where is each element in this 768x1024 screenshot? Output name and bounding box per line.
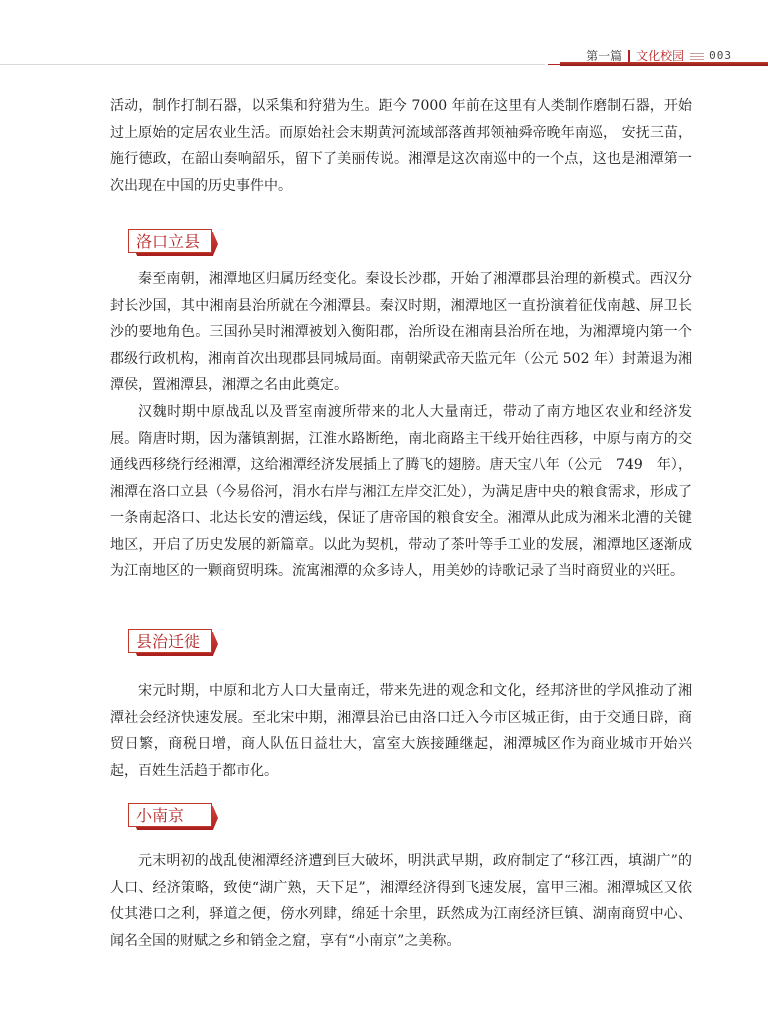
paragraph-yuan-ming: 元末明初的战乱使湘潭经济遭到巨大破坏，明洪武早期，政府制定了“移江西，填湖广”的人口、经济策略，致使“湖广熟，天下足”，湘潭经济得到飞速发展，富甲三湘。湘潭城区又依仗其港口之利，驿道之便，傍水列肆，绵延十余里，跃然成为江南经济巨镇、湖南商贸中心、闻名全国的财赋之乡和销金之窟，享有“小南京”之美称。: [110, 853, 692, 949]
section-heading-little-nanjing: [128, 803, 218, 831]
header-separator: [628, 50, 630, 62]
page-number: 003: [709, 49, 732, 62]
paragraph-han-wei-tang: 汉魏时期中原战乱以及晋室南渡所带来的北人大量南迁，带动了南方地区农业和经济发展。隋唐时期，因为藩镇割据，江淮水路断绝，南北商路主干线开始往西移，中原与南方的交通线西移绕行经湘潭，这给湘潭经济发展插上了腾飞的翅膀。唐天宝八年（公元 749 年），湘潭在洛口立县（今易俗河，涓水右岸与湘江左岸交汇处），为满足唐中央的粮食需求，形成了一条南起洛口、北达长安的漕运线，保证了唐帝国的粮食安全。湘潭从此成为湘米北漕的关键地区，开启了历史发展的新篇章。以此为契机，带动了茶叶等手工业的发展，湘潭地区逐渐成为江南地区的一颗商贸明珠。流寓湘潭的众多诗人，用美妙的诗歌记录了当时商贸业的兴旺。: [110, 404, 692, 579]
section-heading-label: 洛口立县: [136, 232, 201, 251]
header-deco-lines: [690, 53, 704, 60]
running-header: [586, 48, 732, 64]
section-heading-label: 县治迁徙: [136, 632, 201, 651]
header-rule-left: [0, 64, 545, 65]
header-section-title: 文化校园: [636, 49, 685, 63]
section-heading-label: 小南京: [136, 806, 185, 825]
paragraph-qin-to-nanchao: 秦至南朝，湘潭地区归属历经变化。秦设长沙郡，开始了湘潭郡县治理的新模式。西汉分封长沙国，其中湘南县治所就在今湘潭县。秦汉时期，湘潭地区一直扮演着征伐南越、屏卫长沙的要地角色。三国孙吴时湘潭被划入衡阳郡，治所设在湘南县治所在地，为湘潭境内第一个郡级行政机构，湘南首次出现郡县同城局面。南朝梁武帝天监元年（公元 502 年）封萧退为湘潭侯，置湘潭县，湘潭之名由此奠定。: [110, 271, 692, 393]
header-rule: [0, 64, 768, 70]
section-heading-county-move: [128, 629, 218, 657]
header-part: 第一篇: [586, 49, 623, 63]
paragraph-song-yuan: 宋元时期，中原和北方人口大量南迁，带来先进的观念和文化，经邦济世的学风推动了湘潭社会经济快速发展。至北宋中期，湘潭县治已由洛口迁入今市区城正街，由于交通日辟，商贸日繁，商税日增，商人队伍日益壮大，富室大族接踵继起，湘潭城区作为商业城市开始兴起，百姓生活趋于都市化。: [110, 683, 692, 779]
section-heading-luokou: [128, 229, 218, 257]
paragraph-intro-continued: 活动，制作打制石器，以采集和狩猎为生。距今 7000 年前在这里有人类制作磨制石器，开始过上原始的定居农业生活。而原始社会末期黄河流域部落酋邦领袖舜帝晚年南巡， 安抚三苗，施行德政，在韶山奏响韶乐，留下了美丽传说。湘潭是这次南巡中的一个点，这也是湘潭第一次出现在中国的历史事件中。: [110, 98, 692, 194]
